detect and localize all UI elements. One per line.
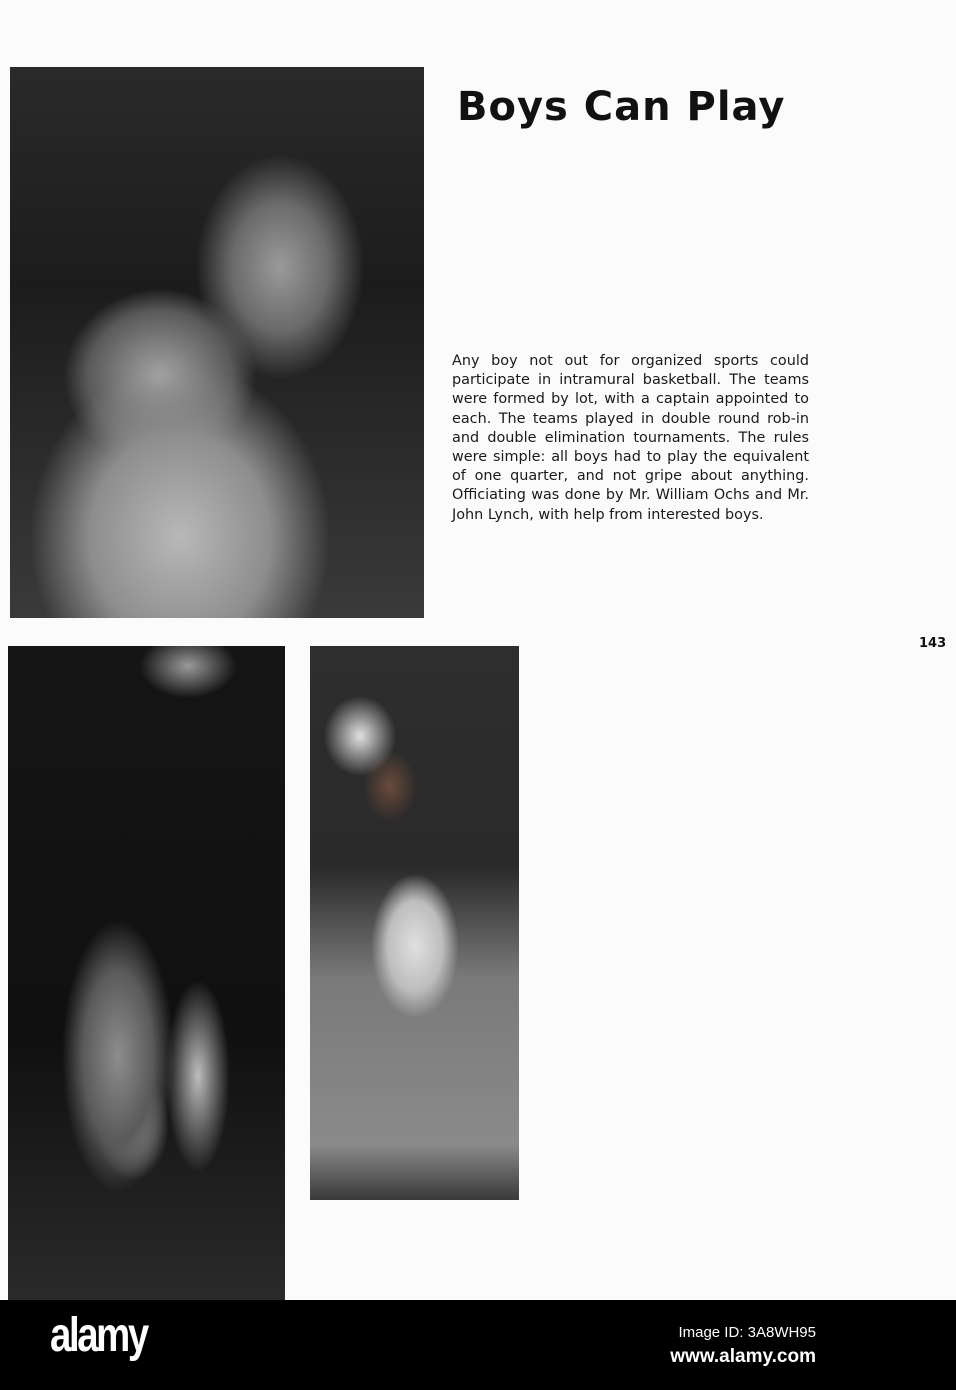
article-body: Any boy not out for organized sports could participate in intramural basketball. The teams were formed by lot, with a captain appointed to each. The teams played in double round rob-in and double elimination tournaments. The rules were simple: all boys had to play the equivalent of one quarter, and not gripe about anything. Officiating was done by Mr. William Ochs and Mr. John Lynch, with help from interested boys. [452, 353, 809, 523]
photo-players-jumping-for-ball [8, 646, 285, 1300]
watermark-footer [0, 1300, 956, 1390]
page-title: Boys Can Play [457, 84, 786, 130]
photo-player-shooting-closeup [10, 67, 424, 618]
watermark-url: www.alamy.com [670, 1346, 816, 1367]
photo-player-70-shooting-at-hoop [310, 646, 519, 1200]
alamy-logo: alamy [50, 1309, 147, 1362]
page-number: 143 [919, 636, 947, 651]
image-id-label: Image ID: 3A8WH95 [678, 1324, 816, 1341]
